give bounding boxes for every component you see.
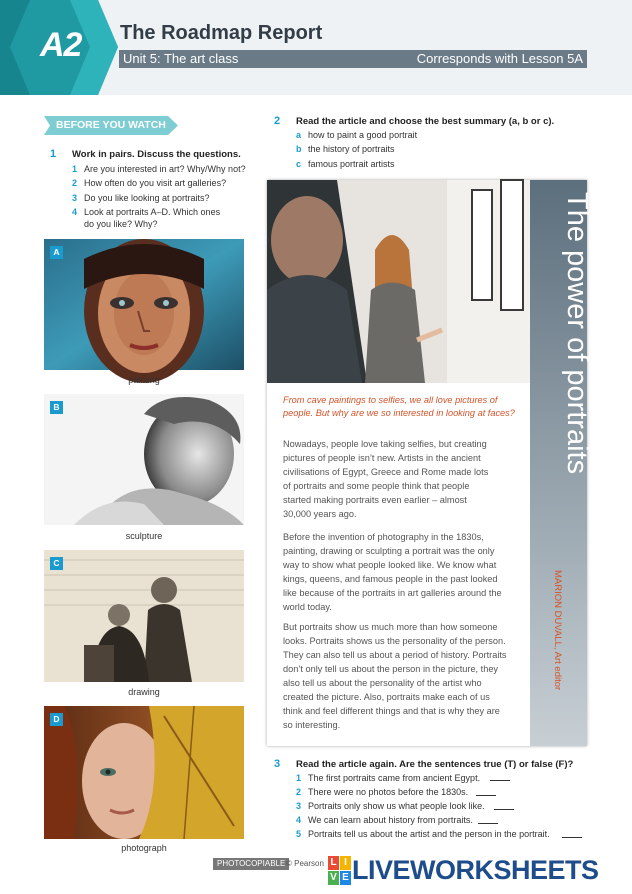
q3-item-number: 1: [296, 773, 302, 783]
picture-caption: drawing: [128, 687, 160, 697]
answer-blank[interactable]: [494, 809, 514, 810]
text-line: pictures of people isn’t new. Artists in the ancient: [283, 453, 481, 463]
text-line: don’t only tell us about the person in the picture, they: [283, 664, 499, 674]
answer-blank[interactable]: [490, 780, 510, 781]
q2-option-letter: b: [296, 144, 302, 154]
text-line: also tell us about the personality of the artist who: [283, 678, 482, 688]
picture-letter-badge: A: [50, 246, 63, 259]
q3-item: Portraits only show us what people look like.: [308, 801, 485, 811]
text-line: Before the invention of photography in the 1830s,: [283, 532, 484, 542]
q3-item-number: 5: [296, 829, 302, 839]
text-line: way to show what people looked like. We know what: [283, 560, 497, 570]
q3-number: 3: [274, 758, 281, 770]
copyright-label: © Pearson: [286, 859, 324, 868]
unit-label: Unit 5: The art class: [123, 51, 239, 66]
text-line: like because of the portraits in art galleries around the: [283, 588, 502, 598]
q2-option: how to paint a good portrait: [308, 130, 418, 140]
portrait-photograph-image: [44, 706, 244, 839]
answer-blank[interactable]: [562, 837, 582, 838]
text-line: looks. Portraits shows us the personality of the person.: [283, 636, 506, 646]
text-line: of portraits and some people think that people: [283, 481, 470, 491]
portrait-drawing-image: [44, 550, 244, 682]
picture-caption: painting: [128, 375, 160, 385]
q2-heading: Read the article and choose the best summary (a, b or c).: [296, 116, 555, 127]
svg-text:MARION DUVALL, Art editor: MARION DUVALL, Art editor: [552, 570, 563, 691]
article-paragraph-2: [283, 530, 521, 614]
q1-item-continued: do you like? Why?: [84, 219, 158, 229]
gallery-photo: [267, 180, 530, 383]
text-line: But portraits show us much more than how someone: [283, 622, 498, 632]
picture-letter-badge: D: [50, 713, 63, 726]
answer-blank[interactable]: [478, 823, 498, 824]
q3-item: The first portraits came from ancient Egypt.: [308, 773, 481, 783]
q1-item-number: 3: [72, 193, 78, 203]
text-line: think and feel different things and that is why they are: [283, 706, 500, 716]
q2-option: famous portrait artists: [308, 159, 395, 169]
text-line: kings, queens, and famous people in the past looked: [283, 574, 498, 584]
intro-line: From cave paintings to selfies, we all love pictures of: [283, 395, 498, 405]
text-line: 30,000 years ago.: [283, 509, 357, 519]
photocopiable-label: PHOTOCOPIABLE: [213, 858, 289, 870]
live-letter: E: [340, 871, 351, 885]
q2-option: the history of portraits: [308, 144, 395, 154]
article-intro: [283, 394, 523, 420]
before-you-watch-label: BEFORE YOU WATCH: [56, 119, 166, 131]
q1-item-number: 4: [72, 207, 78, 217]
q3-item: We can learn about history from portraits.: [308, 815, 473, 825]
q1-item: Do you like looking at portraits?: [84, 193, 210, 203]
answer-blank[interactable]: [476, 795, 496, 796]
text-line: They can also tell us about a period of history. Portraits: [283, 650, 507, 660]
portrait-painting-image: [44, 239, 244, 370]
article-author: [530, 560, 587, 730]
q2-option-letter: c: [296, 159, 302, 169]
live-logo-icon: [328, 856, 352, 886]
article-title: [530, 180, 593, 570]
level-label: A2: [40, 26, 82, 64]
text-line: created the picture. Also, portraits make each of us: [283, 692, 490, 702]
live-letter: I: [340, 856, 351, 870]
q1-item: Look at portraits A–D. Which ones: [84, 207, 221, 217]
q3-item: Portraits tell us about the artist and the person in the portrait.: [308, 829, 550, 839]
article-paragraph-3: [283, 620, 521, 732]
intro-line: people. But why are we so interested in looking at faces?: [283, 408, 515, 418]
lesson-label: Corresponds with Lesson 5A: [416, 51, 583, 66]
text-line: painting, drawing or sculpting a portrait was the only: [283, 546, 495, 556]
q3-item-number: 4: [296, 815, 302, 825]
text-line: Nowadays, people love taking selfies, but creating: [283, 439, 487, 449]
q1-number: 1: [50, 148, 57, 160]
q1-item: How often do you visit art galleries?: [84, 178, 227, 188]
q3-item-number: 3: [296, 801, 302, 811]
picture-letter-badge: B: [50, 401, 63, 414]
live-letter: V: [328, 871, 339, 885]
text-line: civilisations of Egypt, Greece and Rome made lots: [283, 467, 489, 477]
text-line: so interesting.: [283, 720, 341, 730]
q3-item-number: 2: [296, 787, 302, 797]
q2-option-letter: a: [296, 130, 302, 140]
report-title: The Roadmap Report: [120, 22, 323, 44]
text-line: world today.: [283, 602, 332, 612]
q1-item-number: 2: [72, 178, 78, 188]
q1-item-number: 1: [72, 164, 78, 174]
q3-item: There were no photos before the 1830s.: [308, 787, 469, 797]
q1-item: Are you interested in art? Why/Why not?: [84, 164, 246, 174]
q3-heading: Read the article again. Are the sentences true (T) or false (F)?: [296, 759, 574, 770]
live-letter: L: [328, 856, 339, 870]
portrait-sculpture-image: [44, 394, 244, 525]
picture-letter-badge: C: [50, 557, 63, 570]
picture-caption: photograph: [121, 843, 167, 853]
q1-heading: Work in pairs. Discuss the questions.: [72, 149, 241, 160]
text-line: started making portraits even earlier – almost: [283, 495, 467, 505]
svg-text:The power of portraits: The power of portraits: [561, 192, 593, 475]
q2-number: 2: [274, 115, 281, 127]
picture-caption: sculpture: [125, 531, 163, 541]
article-paragraph-1: [283, 437, 521, 521]
liveworksheets-brand[interactable]: LIVEWORKSHEETS: [352, 855, 599, 885]
